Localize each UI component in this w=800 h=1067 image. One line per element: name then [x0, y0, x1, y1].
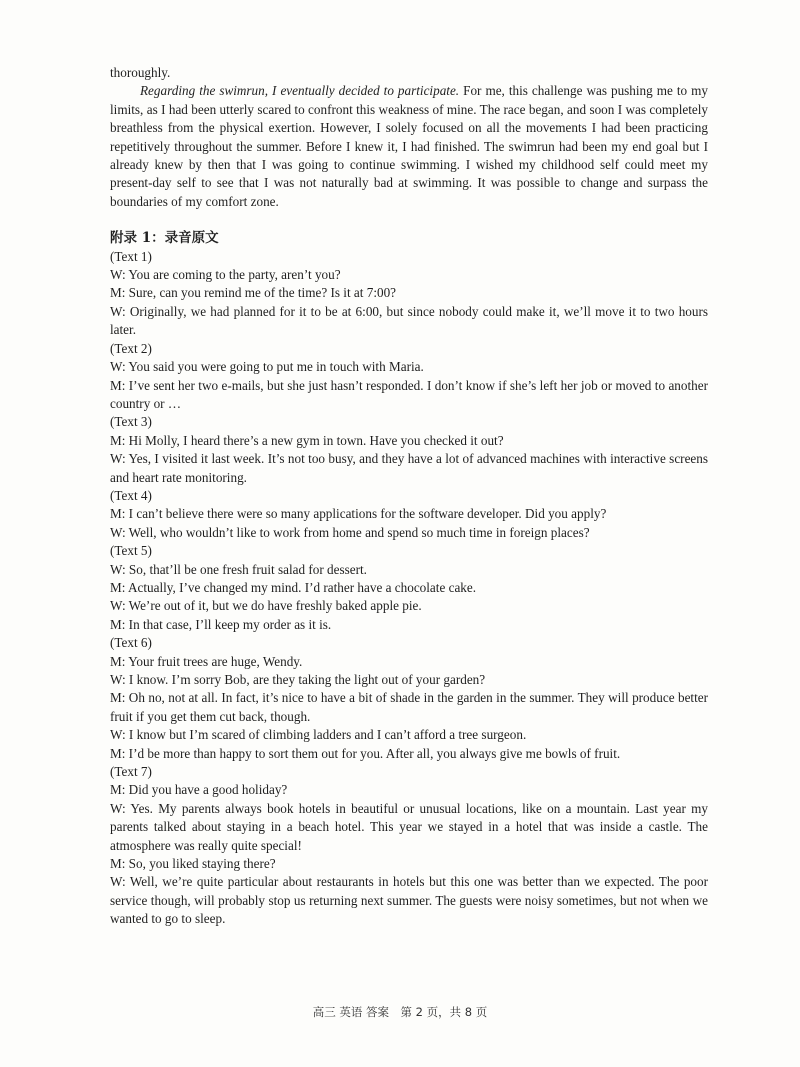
transcript-line: M: I can’t believe there were so many applications for the software developer. Did you apply?: [110, 506, 607, 522]
transcript: [110, 248, 708, 929]
transcript-line: W: Yes. My parents always book hotels in beautiful or unusual locations, like on a mountain. Last year my parents talked about staying in a beach hotel. This year we stayed in a hotel that was inside a castle. The atmosphere was really quite special!: [110, 800, 708, 853]
transcript-line: (Text 5): [110, 543, 152, 559]
transcript-line: (Text 2): [110, 340, 152, 356]
transcript-line: W: I know. I’m sorry Bob, are they taking the light out of your garden?: [110, 672, 486, 687]
transcript-line: W: Yes, I visited it last week. It’s not too busy, and they have a lot of advanced machines with interactive screens and heart rate monitoring.: [110, 451, 708, 485]
transcript-line: W: Well, who wouldn’t like to work from home and spend so much time in foreign places?: [110, 524, 590, 540]
appendix-heading: 附录 1：录音原文: [110, 230, 219, 247]
transcript-line: W: I know but I’m scared of climbing ladders and I can’t afford a tree surgeon.: [110, 727, 527, 743]
transcript-line: M: Sure, can you remind me of the time? Is it at 7:00?: [110, 285, 397, 301]
essay-italic-opening: Regarding the swimrun, I eventually decided to participate.: [140, 83, 460, 99]
transcript-line: W: We’re out of it, but we do have freshly baked apple pie.: [110, 598, 422, 614]
essay-paragraph-body: For me, this challenge was pushing me to my limits, as I had been utterly scared to confront this weakness of mine. The race began, and soon I was completely breathless from the physical exertion. However, I solely focused on all the movements I had been practicing repetitively throughout the summer. Before I knew it, I had finished. The swimrun had been my end goal but I already knew by then that I was going to continue swimming. I wished my childhood self could meet my present-day self to see that I was not naturally bad at swimming. It was possible to change and surpass the boundaries of my comfort zone.: [110, 83, 708, 209]
transcript-line: W: So, that’ll be one fresh fruit salad for dessert.: [110, 561, 367, 577]
transcript-line: M: So, you liked staying there?: [110, 856, 276, 872]
transcript-line: M: In that case, I’ll keep my order as it is.: [110, 616, 332, 632]
essay-paragraph: [110, 82, 708, 211]
transcript-line: W: Well, we’re quite particular about restaurants in hotels but this one was better than we expected. The poor service though, will probably stop us returning next summer. The guests were noisy sometimes, but not when we wanted to go to sleep.: [110, 874, 708, 927]
transcript-line: (Text 7): [110, 764, 152, 780]
page-content: [110, 64, 708, 929]
transcript-line: M: I’d be more than happy to sort them out for you. After all, you always give me bowls of fruit.: [110, 745, 621, 761]
transcript-line: M: Your fruit trees are huge, Wendy.: [110, 653, 303, 669]
transcript-line: (Text 4): [110, 487, 152, 503]
transcript-line: W: Originally, we had planned for it to be at 6:00, but since nobody could make it, we’ll move it to two hours later.: [110, 303, 708, 338]
transcript-line: W: You said you were going to put me in touch with Maria.: [110, 359, 424, 375]
transcript-line: M: I’ve sent her two e-mails, but she just hasn’t responded. I don’t know if she’s left her job or moved to another country or …: [110, 377, 708, 411]
essay-continuation: thoroughly.: [110, 65, 171, 80]
transcript-line: (Text 6): [110, 635, 152, 651]
transcript-line: (Text 1): [110, 248, 152, 264]
transcript-line: M: Actually, I’ve changed my mind. I’d rather have a chocolate cake.: [110, 579, 477, 595]
transcript-line: M: Hi Molly, I heard there’s a new gym in town. Have you checked it out?: [110, 432, 504, 448]
page-footer: 高三 英语 答案 第 2 页，共 8 页: [312, 1005, 488, 1019]
transcript-line: M: Did you have a good holiday?: [110, 782, 288, 798]
transcript-line: M: Oh no, not at all. In fact, it’s nice to have a bit of shade in the garden in the summer. They will produce better fruit if you get them cut back, though.: [110, 690, 708, 724]
transcript-line: (Text 3): [110, 414, 152, 430]
transcript-line: W: You are coming to the party, aren’t you?: [110, 267, 341, 283]
section-gap: [110, 211, 708, 229]
